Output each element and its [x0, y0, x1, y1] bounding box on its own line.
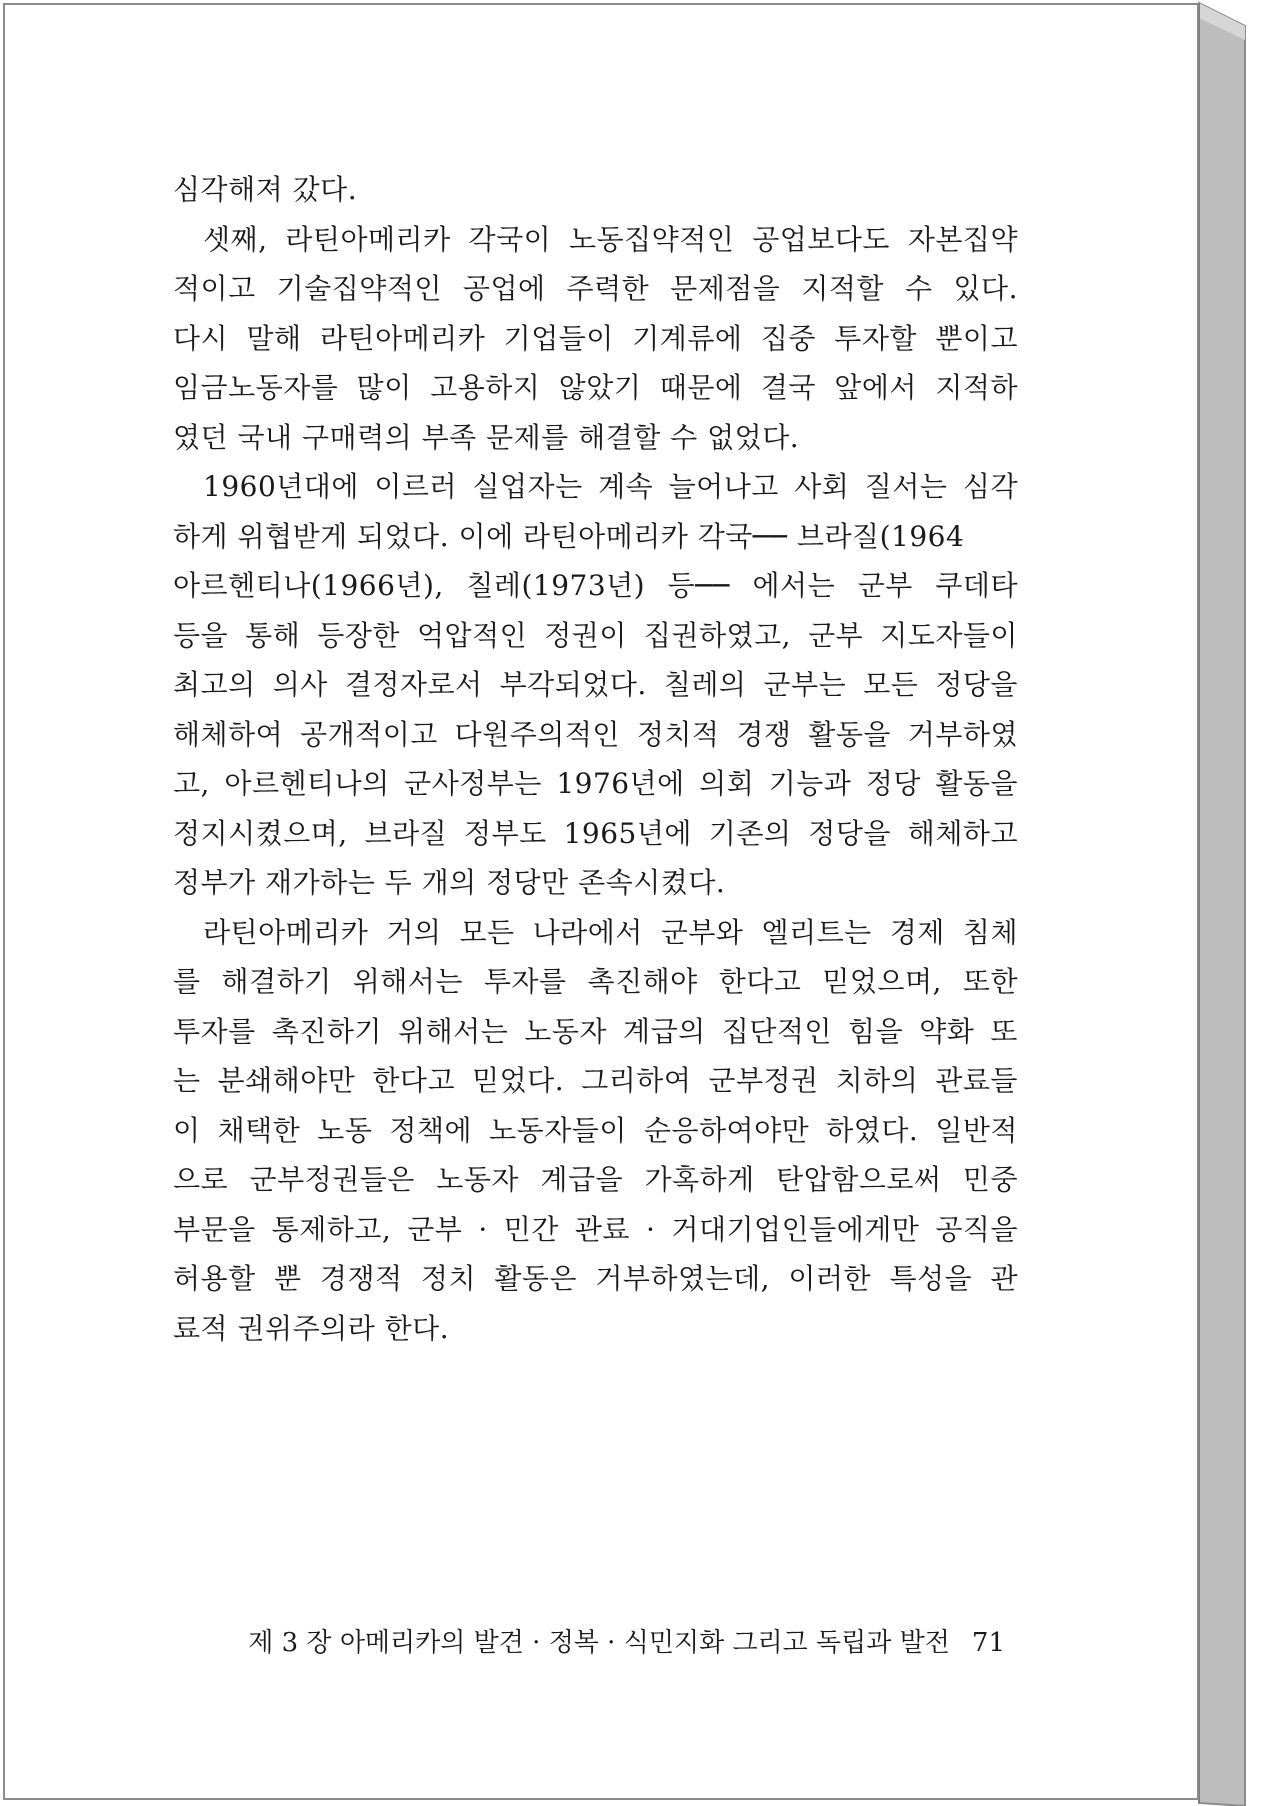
text-line: 였던 국내 구매력의 부족 문제를 해결할 수 없었다. [173, 420, 800, 454]
page-footer [5, 1622, 1005, 1659]
text-line: 정부가 재가하는 두 개의 정당만 존속시켰다. [173, 866, 726, 899]
text-line: 다시 말해 라틴아메리카 기업들이 기계류에 집중 투자할 뿐이고 [173, 321, 1018, 355]
text-line: 허용할 뿐 경쟁적 정치 활동은 거부하였는데, 이러한 특성을 관 [173, 1262, 1018, 1295]
text-line: 고, 아르헨티나의 군사정부는 1976년에 의회 기능과 정당 활동을 [173, 767, 1018, 800]
text-line: 으로 군부정권들은 노동자 계급을 가혹하게 탄압함으로써 민중 [173, 1163, 1018, 1196]
text-line: 라틴아메리카 거의 모든 나라에서 군부와 엘리트는 경제 침체 [203, 915, 1018, 949]
text-line: 부문을 통제하고, 군부 · 민간 관료 · 거대기업인들에게만 공직을 [173, 1212, 1018, 1246]
text-line: 심각해져 갔다. [173, 173, 358, 206]
text-line: 임금노동자를 많이 고용하지 않았기 때문에 결국 앞에서 지적하 [173, 371, 1018, 404]
text-line: 를 해결하기 위해서는 투자를 촉진해야 한다고 믿었으며, 또한 [173, 965, 1018, 998]
running-head: 제 3 장 아메리카의 발견 · 정복 · 식민지화 그리고 독립과 발전 [248, 1628, 950, 1658]
body-text [173, 165, 1018, 1353]
text-line: 1960년대에 이르러 실업자는 계속 늘어나고 사회 질서는 심각 [203, 470, 1018, 503]
text-line: 아르헨티나(1966년), 칠레(1973년) 등── 에서는 군부 쿠데타 [173, 569, 1018, 602]
text-line: 셋째, 라틴아메리카 각국이 노동집약적인 공업보다도 자본집약 [203, 222, 1018, 256]
text-line: 등을 통해 등장한 억압적인 정권이 집권하였고, 군부 지도자들이 [173, 618, 1018, 652]
text-line: 이 채택한 노동 정책에 노동자들이 순응하여야만 하였다. 일반적 [173, 1113, 1018, 1147]
text-line: 는 분쇄해야만 한다고 믿었다. 그리하여 군부정권 치하의 관료들 [173, 1064, 1018, 1097]
text-line: 정지시켰으며, 브라질 정부도 1965년에 기존의 정당을 해체하고 [173, 816, 1018, 850]
book-page [3, 3, 1199, 1800]
text-line: 해체하여 공개적이고 다원주의적인 정치적 경쟁 활동을 거부하였 [173, 717, 1018, 751]
text-line: 최고의 의사 결정자로서 부각되었다. 칠레의 군부는 모든 정당을 [173, 668, 1018, 701]
page-number: 71 [971, 1628, 1005, 1658]
text-line: 하게 위협받게 되었다. 이에 라틴아메리카 각국── 브라질(1964 [173, 519, 965, 553]
text-line: 투자를 촉진하기 위해서는 노동자 계급의 집단적인 힘을 약화 또 [173, 1014, 1018, 1048]
text-line: 적이고 기술집약적인 공업에 주력한 문제점을 지적할 수 있다. [173, 272, 1018, 305]
text-line: 료적 권위주의라 한다. [173, 1311, 450, 1345]
